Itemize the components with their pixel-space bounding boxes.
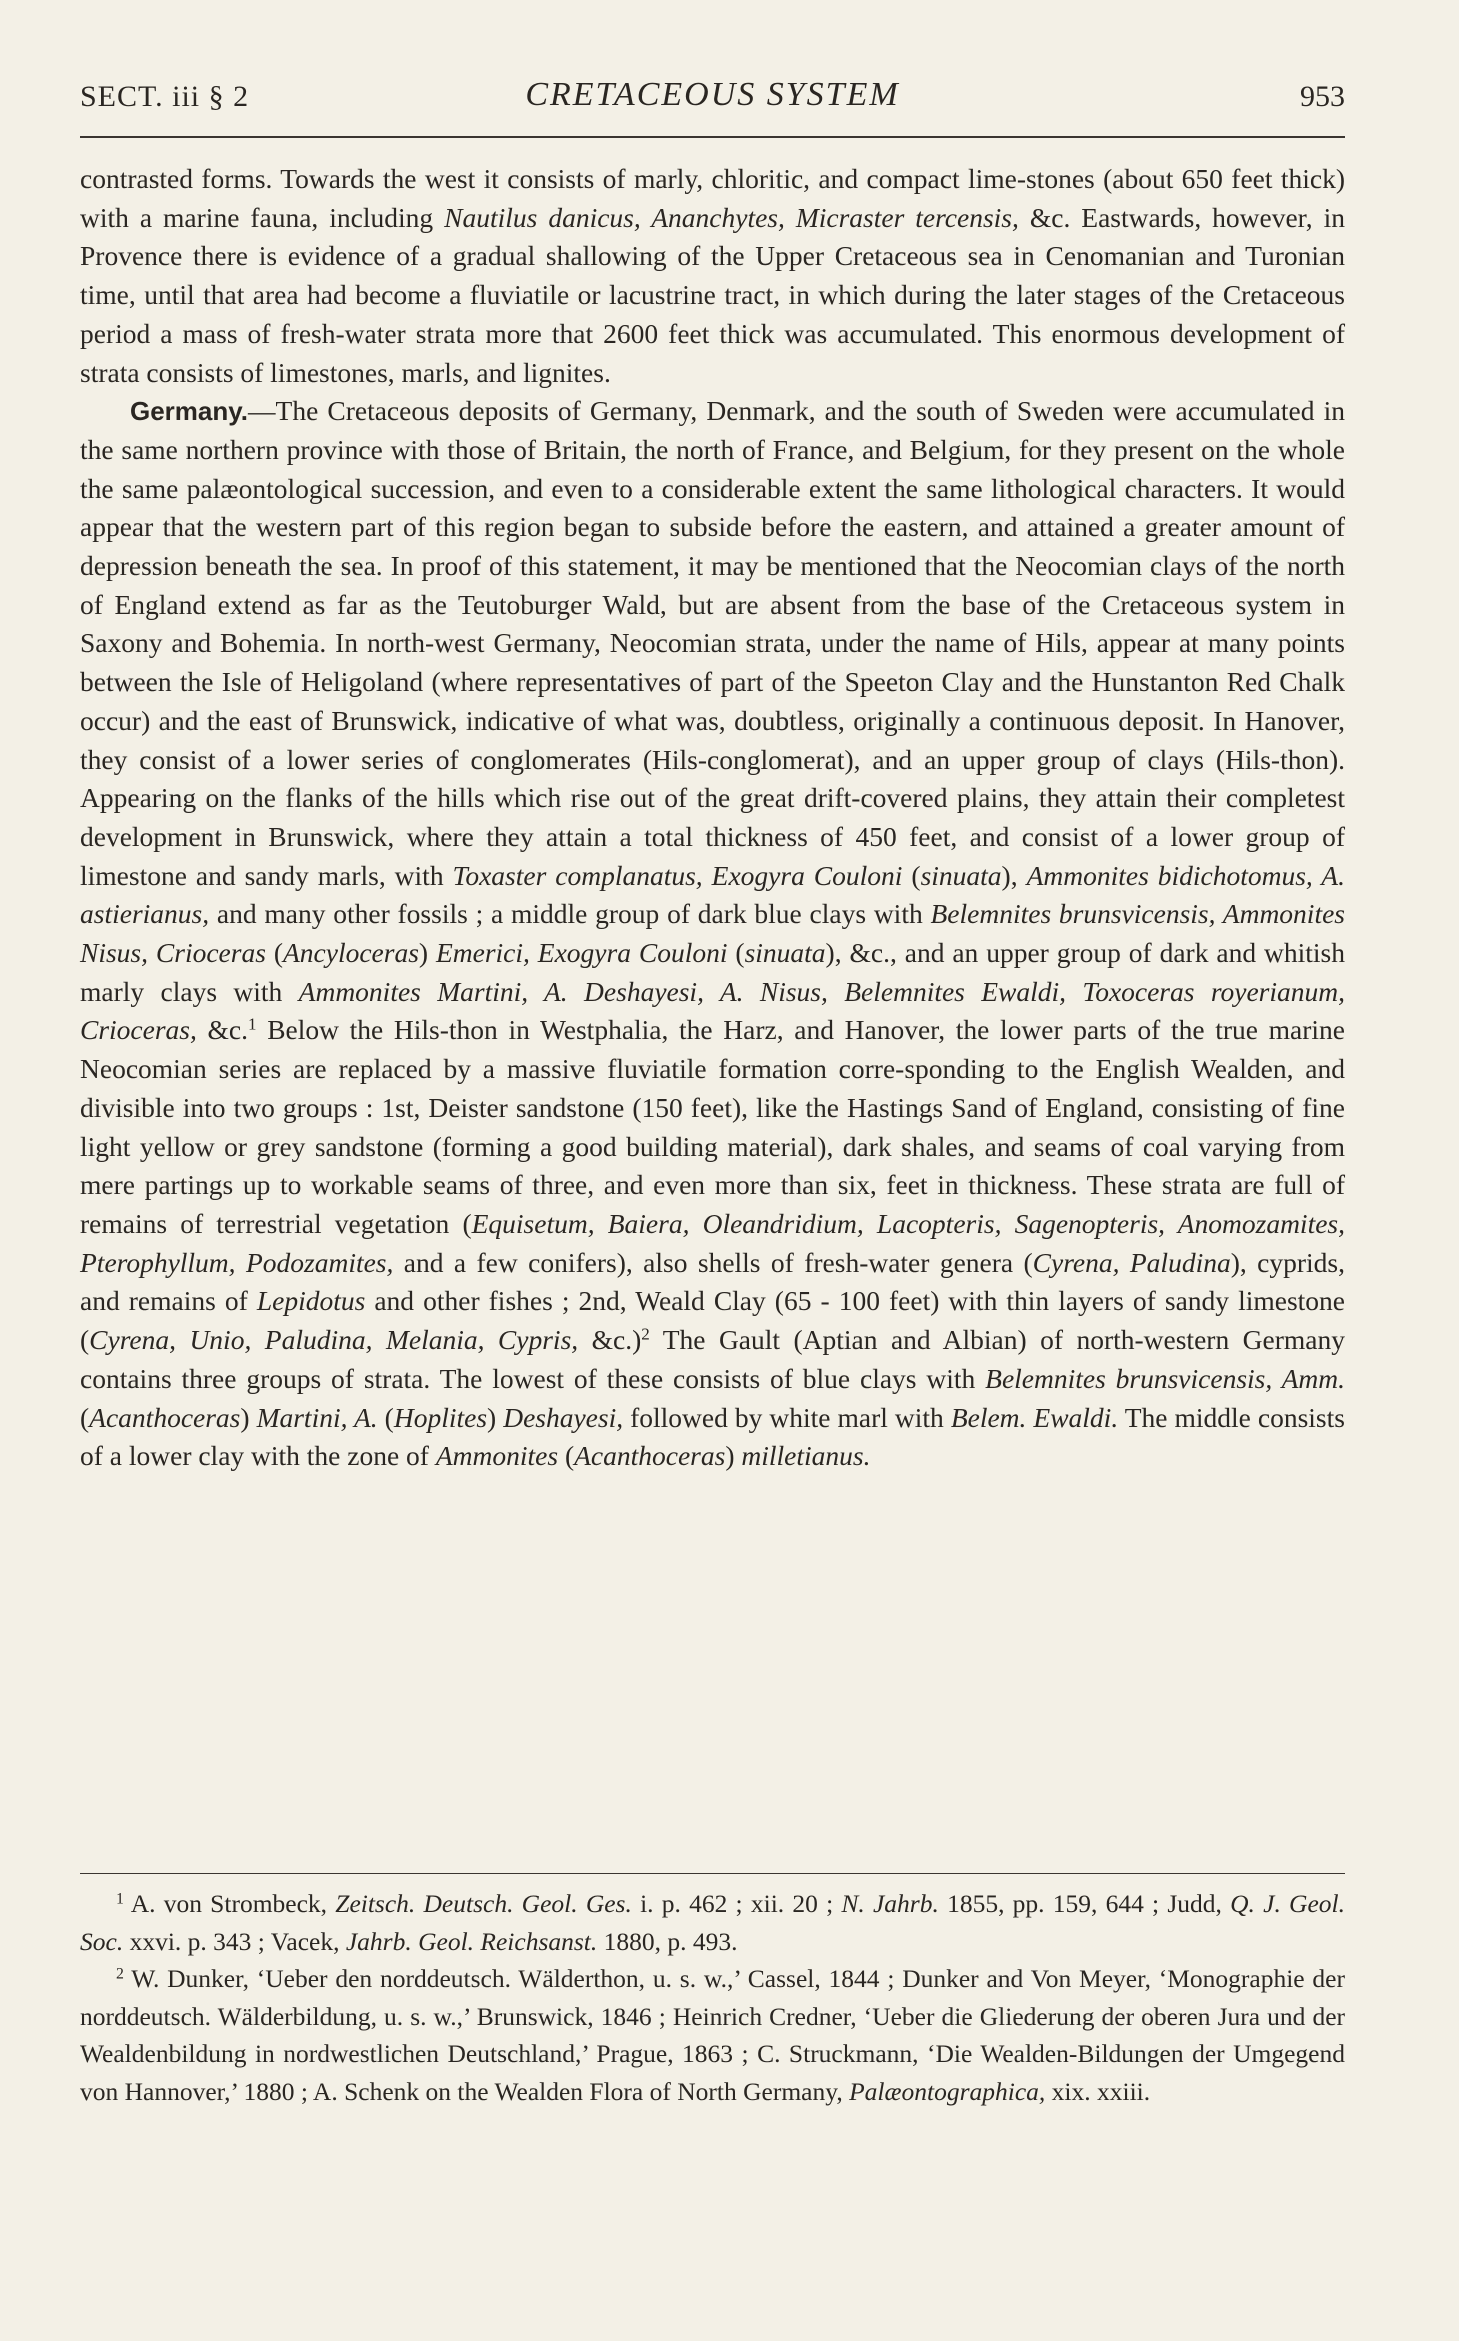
taxon-names: Belem. Ewaldi. (950, 1401, 1119, 1433)
main-text (80, 160, 1345, 1476)
running-header (80, 72, 1345, 124)
paragraph-heading-germany: Germany. (130, 396, 249, 427)
text-run: followed by white marl with (623, 1401, 951, 1433)
taxon-names: Hoplites (393, 1401, 488, 1433)
journal-title: N. Jahrb. (841, 1889, 939, 1918)
taxon-names: Toxaster complanatus, Exogyra Couloni (452, 859, 903, 891)
citation-text: xix. xxiii. (1045, 2076, 1151, 2106)
text-run: ( (80, 1401, 90, 1433)
text-run: and many other fossils ; a middle group of dark blue clays with (209, 898, 931, 930)
taxon-names: Ammonites bidichotomus, A. astierianus, (80, 859, 1345, 930)
footnote-rule (80, 1873, 1345, 1874)
taxon-names: Emerici, Exogyra Couloni (435, 937, 728, 969)
text-run: ) (418, 937, 436, 969)
citation-text: A. von Strombeck, (123, 1889, 336, 1918)
citation-text: i. p. 462 ; xii. 20 ; (631, 1889, 842, 1918)
taxon-names: Ammonites Martini, A. Deshayesi, A. Nisus, Belemnites Ewaldi, Toxoceras royerianum, Crioceras, (80, 975, 1345, 1046)
header-rule (80, 136, 1345, 138)
citation-text: 1855, pp. 159, 644 ; Judd, (938, 1889, 1231, 1918)
citation-text: 1880, p. 493. (597, 1926, 738, 1956)
journal-title: Palæontographica, (849, 2076, 1046, 2106)
text-run: ) (725, 1440, 742, 1472)
footnotes (80, 1885, 1345, 2111)
taxon-names: Acanthoceras (89, 1401, 241, 1433)
text-run: contrasted forms. Towards the west it consists of marly, chloritic, and compact lime-stones (about 650 feet thick) with a marine fauna, including (80, 163, 1345, 233)
text-run: ) (487, 1401, 504, 1433)
text-run: and a few conifers), also shells of fresh-water genera ( (393, 1246, 1033, 1278)
footnote-number: 1 (116, 1890, 124, 1908)
text-run: ( (265, 937, 283, 969)
text-run: ), &c., and an upper group of dark and whitish marly clays with (80, 937, 1345, 1007)
journal-title: Zeitsch. Deutsch. Geol. Ges. (335, 1889, 632, 1918)
text-run: ( (902, 859, 921, 891)
text-run: &c. Eastwards, however, in Provence there is evidence of a gradual shallowing of the Upper Cretaceous sea in Cenomanian and Turonian time, until that area had become a fluviatile or lacustrine tract, in which during the later stages of the Cretaceous period a mass of fresh-water strata more that 2600 feet thick was accumulated. This enormous development of strata consists of limestones, marls, and lignites. (80, 201, 1345, 388)
taxon-names: Ammonites (435, 1440, 559, 1472)
text-run: &c.) (578, 1324, 642, 1356)
text-run: The middle consists of a lower clay with the zone of (80, 1401, 1345, 1472)
taxon-names: Belemnites brunsvicensis, Amm. (985, 1362, 1345, 1394)
journal-title: Jahrb. Geol. Reichsanst. (345, 1926, 598, 1956)
text-run: &c. (196, 1014, 249, 1046)
taxon-names: Cyrena, Paludina (1032, 1246, 1231, 1278)
text-run: ) (240, 1401, 257, 1433)
page-number: 953 (1300, 80, 1345, 113)
citation-text: xxvi. p. 343 ; Vacek, (123, 1926, 346, 1956)
taxon-names: Lepidotus (256, 1285, 366, 1317)
citation-text: W. Dunker, ‘Ueber den norddeutsch. Wälderthon, u. s. w.,’ Cassel, 1844 ; Dunker and Von Meyer, ‘Monographie der norddeutsch. Wälderbildung, u. s. w.,’ Brunswick, 1846 ; Heinrich Credner, ‘Ueber die Gliederung der oberen Jura und der Wealdenbildung in nordwestlichen Deutschland,’ Prague, 1863 ; C. Struckmann, ‘Die Wealden-Bildungen der Umgegend von Hannover,’ 1880 ; A. Schenk on the Wealden Flora of North Germany, (80, 1964, 1345, 2106)
taxon-names: Ancyloceras (282, 937, 419, 969)
footnote-2 (80, 1960, 1345, 2110)
taxon-names: Acanthoceras (574, 1440, 726, 1472)
journal-title: Q. J. Geol. Soc. (80, 1889, 1345, 1956)
taxon-names: sinuata (920, 859, 1002, 891)
taxon-names: Equisetum, Baiera, Oleandridium, Lacopteris, Sagenopteris, Anomozamites, Pterophyllum, Podozamites, (80, 1207, 1345, 1278)
taxon-names: Martini, A. (256, 1401, 378, 1433)
taxon-names: milletianus. (741, 1440, 871, 1472)
section-reference: SECT. iii § 2 (80, 80, 250, 113)
paragraph-germany (80, 392, 1345, 1476)
paragraph-provence (80, 160, 1345, 392)
taxon-names: Deshayesi, (503, 1401, 624, 1433)
text-run: ), (1001, 859, 1027, 891)
taxon-names: Belemnites brunsvicensis, Ammonites Nisus, Crioceras (80, 898, 1345, 969)
text-run: ( (377, 1401, 394, 1433)
text-run: The Gault (Aptian and Albian) of north-western Germany contains three groups of strata. The lowest of these consists of blue clays with (80, 1324, 1345, 1394)
text-run: ( (727, 937, 745, 969)
footnote-marker: 1 (248, 1015, 257, 1035)
taxon-names: Nautilus danicus, Ananchytes, Micraster tercensis, (444, 201, 1019, 233)
taxon-names: Cyrena, Unio, Paludina, Melania, Cypris, (89, 1324, 579, 1356)
footnote-1 (80, 1885, 1345, 1960)
taxon-names: sinuata (744, 937, 826, 969)
text-run: ), cyprids, and remains of (80, 1246, 1345, 1317)
text-run: ( (558, 1440, 575, 1472)
footnote-marker: 2 (641, 1324, 650, 1344)
page-title: CRETACEOUS SYSTEM (525, 76, 900, 113)
text-run: —The Cretaceous deposits of Germany, Denmark, and the south of Sweden were accumulated in the same northern province with those of Britain, the north of France, and Belgium, for they present on the whole the same palæontological succession, and even to a considerable extent the same lithological characters. It would appear that the western part of this region began to subside before the eastern, and attained a greater amount of depression beneath the sea. In proof of this statement, it may be mentioned that the Neocomian clays of the north of England extend as far as the Teutoburger Wald, but are absent from the base of the Cretaceous system in Saxony and Bohemia. In north-west Germany, Neocomian strata, under the name of Hils, appear at many points between the Isle of Heligoland (where representatives of part of the Speeton Clay and the Hunstanton Red Chalk occur) and the east of Brunswick, indicative of what was, doubtless, originally a continuous deposit. In Hanover, they consist of a lower series of conglomerates (Hils-conglomerat), and an upper group of clays (Hils-thon). Appearing on the flanks of the hills which rise out of the great drift-covered plains, they attain their completest development in Brunswick, where they attain a total thickness of 450 feet, and consist of a lower group of limestone and sandy marls, with (80, 395, 1345, 891)
text-run: and other fishes ; 2nd, Weald Clay (65 - 100 feet) with thin layers of sandy limestone ( (80, 1285, 1345, 1356)
footnote-number: 2 (116, 1965, 124, 1983)
text-run: Below the Hils-thon in Westphalia, the Harz, and Hanover, the lower parts of the true marine Neocomian series are replaced by a massive fluviatile formation corre-sponding to the English Wealden, and divisible into two groups : 1st, Deister sandstone (150 feet), like the Hastings Sand of England, consisting of fine light yellow or grey sandstone (forming a good building material), dark shales, and seams of coal varying from mere partings up to workable seams of three, and even more than six, feet in thickness. These strata are full of remains of terrestrial vegetation ( (80, 1014, 1345, 1239)
